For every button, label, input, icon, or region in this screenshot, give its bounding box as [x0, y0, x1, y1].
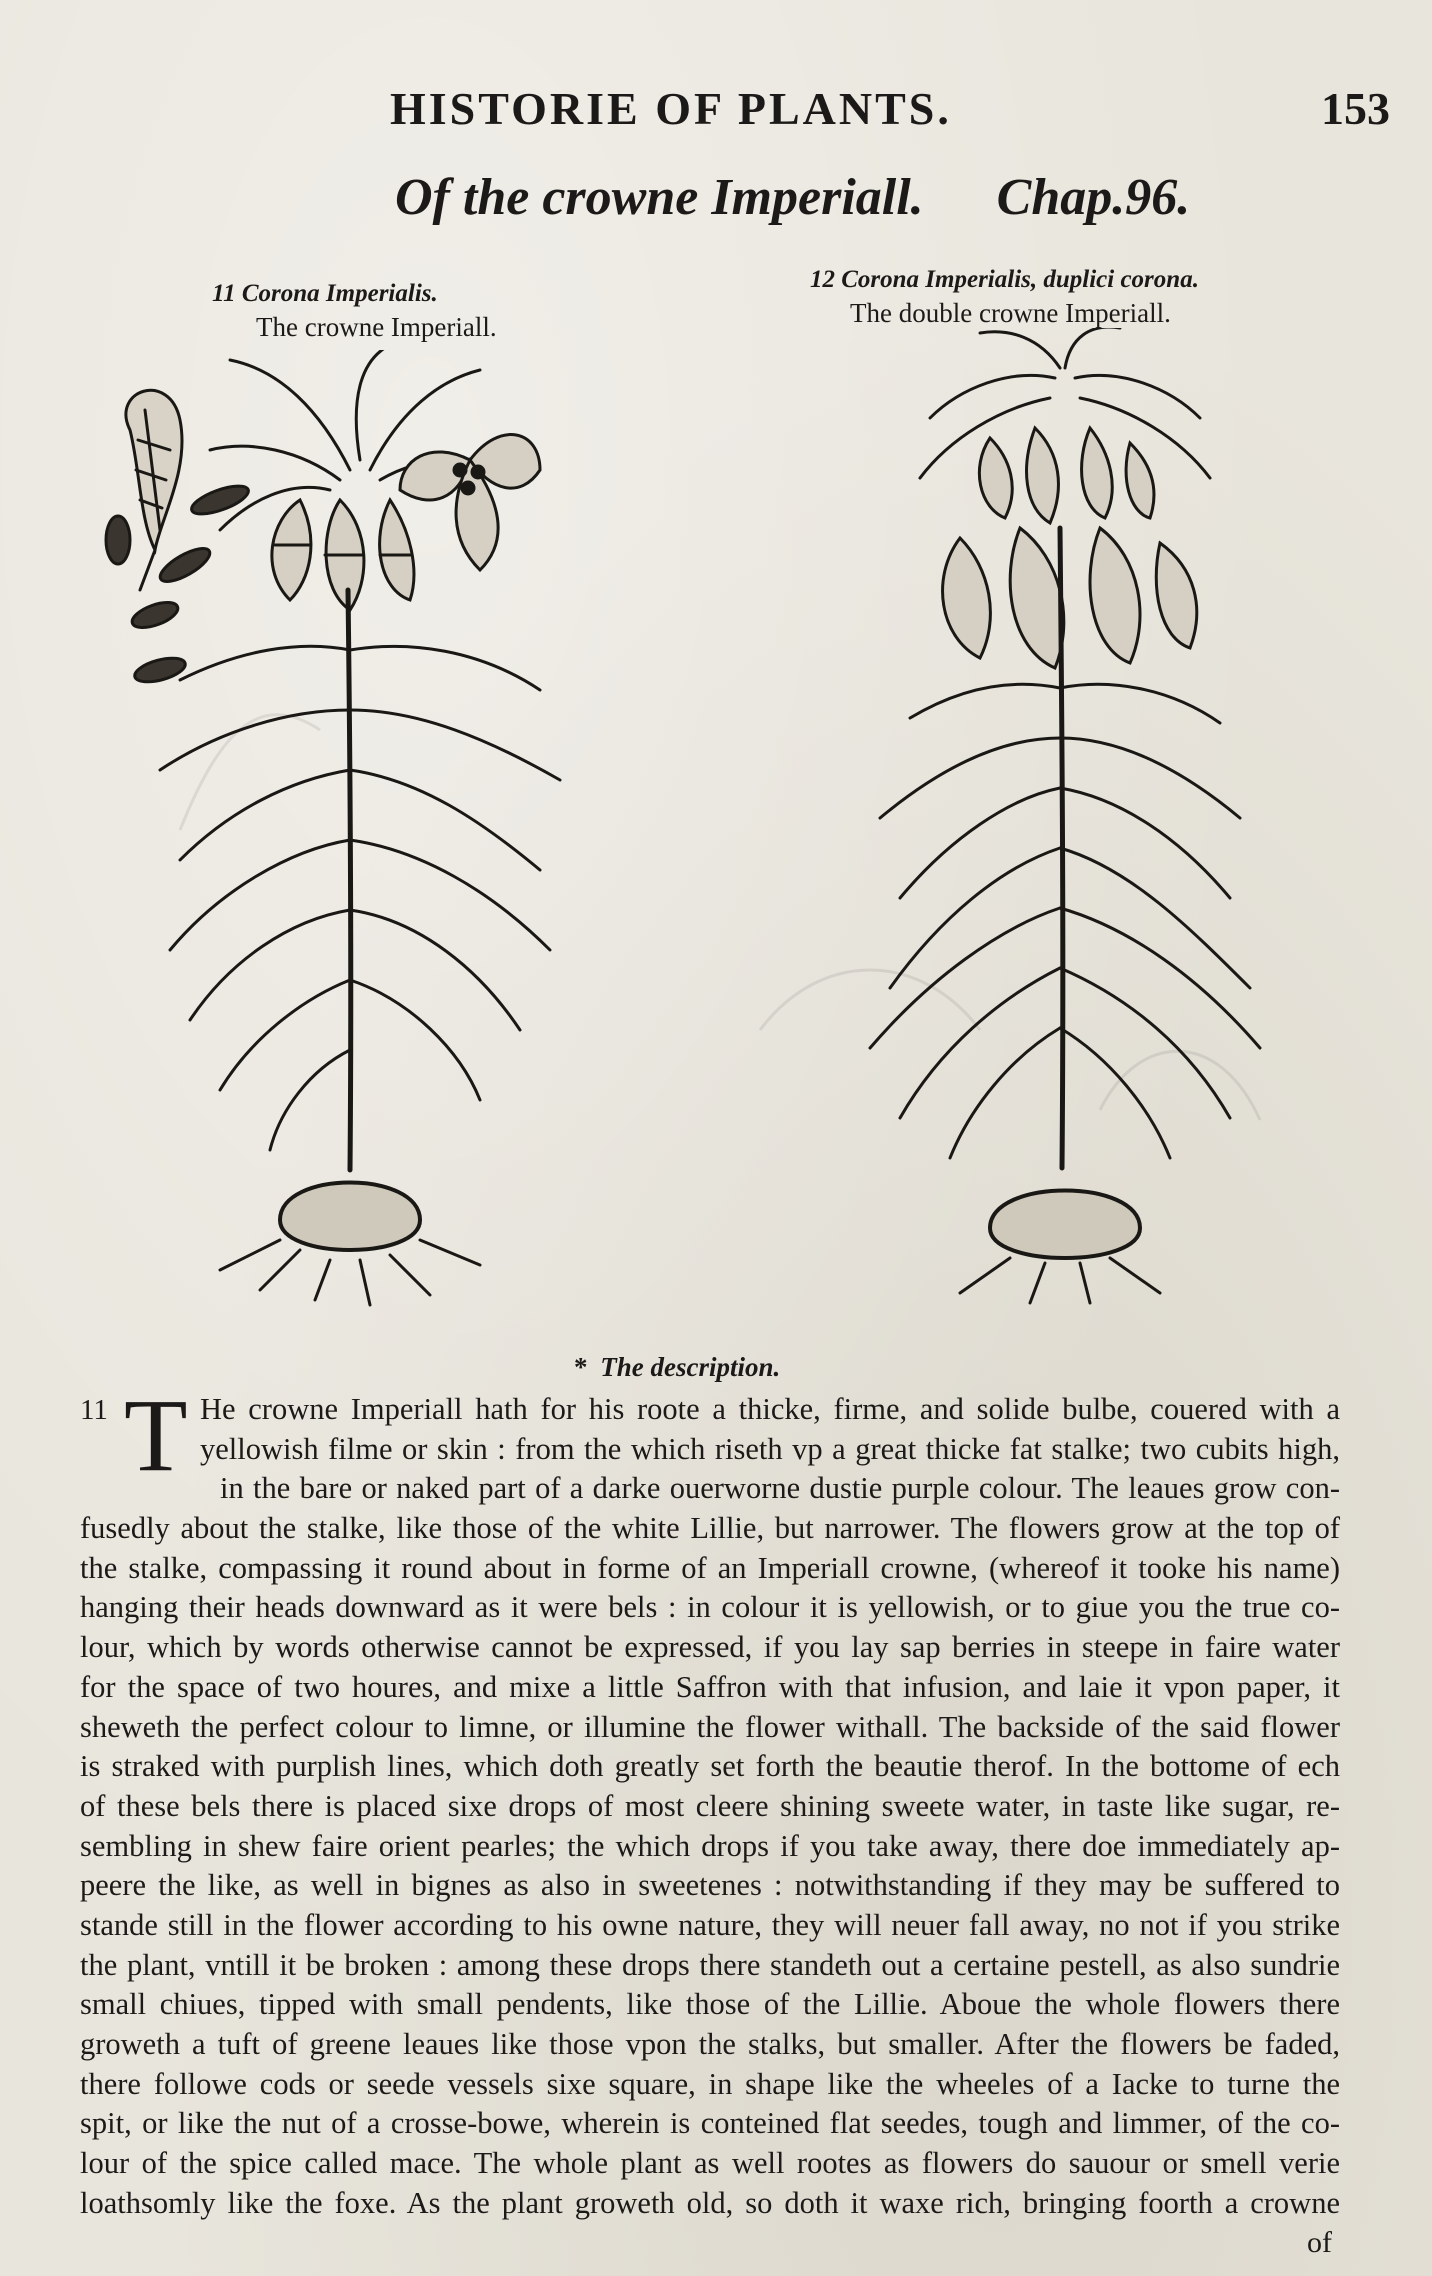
text-line: of these bels there is placed sixe drops of most cleere shining sweete water, in taste like sugar, re-	[80, 1788, 1340, 1823]
text-line: sheweth the perfect colour to limne, or illumine the flower withall. The backside of the said flower	[80, 1709, 1340, 1744]
text-lines	[80, 1390, 1340, 2223]
crowne-imperiall-woodcut	[100, 350, 660, 1310]
text-line: peere the like, as well in bignes as also in sweetenes : notwithstanding if they may be suffered to	[80, 1868, 1340, 1903]
chapter-heading	[395, 168, 1190, 227]
chapter-number: Chap.96.	[996, 169, 1191, 226]
plate-english-name: The crowne Imperiall.	[256, 312, 497, 342]
chapter-title: Of the crowne Imperiall.	[395, 169, 924, 226]
catchword: of	[1307, 2226, 1332, 2259]
text-line: fusedly about the stalke, like those of the white Lillie, but narrower. The flowers grow at the top of	[80, 1511, 1340, 1546]
text-line: there followe cods or seede vessels sixe square, in shape like the wheeles of a Iacke to turne the	[80, 2066, 1340, 2101]
text-line: He crowne Imperiall hath for his roote a thicke, firme, and solide bulbe, couered with a	[200, 1392, 1340, 1426]
text-line: sembling in shew faire orient pearles; the which drops if you take away, there doe immediately ap-	[80, 1828, 1340, 1863]
plate-latin-name: 11 Corona Imperialis.	[212, 280, 438, 307]
page-header	[330, 82, 1390, 142]
text-line: is straked with purplish lines, which doth greatly set forth the beautie therof. In the bottome of ech	[80, 1749, 1340, 1784]
text-line: yellowish filme or skin : from the which riseth vp a great thicke fat stalke; two cubits high,	[200, 1431, 1340, 1466]
text-line: stande still in the flower according to his owne nature, they will neuer fall away, no not if you strike	[80, 1907, 1340, 1942]
paragraph-number: 11	[80, 1394, 108, 1426]
plate-english-name: The double crowne Imperiall.	[850, 298, 1171, 328]
text-line: in the bare or naked part of a darke ouerworne dustie purple colour. The leaues grow con-	[220, 1471, 1340, 1506]
text-line: lour, which by words otherwise cannot be expressed, if you lay sap berries in steepe in faire water	[80, 1630, 1340, 1665]
text-line: spit, or like the nut of a crosse-bowe, wherein is conteined flat seedes, tough and limmer, of the co-	[80, 2106, 1340, 2141]
text-line: hanging their heads downward as it were bels : in colour it is yellowish, or to giue you the true co-	[80, 1590, 1340, 1625]
plate-latin-name: 12 Corona Imperialis, duplici corona.	[810, 266, 1199, 293]
text-line: lour of the spice called mace. The whole plant as well rootes as flowers do sauour or smell verie	[80, 2146, 1340, 2181]
double-crowne-imperiall-woodcut	[810, 328, 1310, 1308]
description-heading	[574, 1352, 780, 1383]
running-title: HISTORIE OF PLANTS.	[390, 83, 952, 134]
text-line: the stalke, compassing it round about in forme of an Imperiall crowne, (whereof it tooke his name)	[80, 1550, 1340, 1585]
drop-cap: T	[124, 1378, 188, 1493]
fleuron-icon: *	[574, 1352, 588, 1382]
description-title: The description.	[600, 1352, 781, 1382]
text-line: the plant, vntill it be broken : among these drops there standeth out a certaine pestell, as also sundrie	[80, 1947, 1340, 1982]
text-line: for the space of two houres, and mixe a little Saffron with that infusion, and laie it vpon paper, it	[80, 1669, 1340, 1704]
page-number: 153	[1321, 83, 1390, 134]
text-line: small chiues, tipped with small pendents, like those of the Lillie. Aboue the whole flowers there	[80, 1987, 1340, 2022]
text-line: loathsomly like the foxe. As the plant groweth old, so doth it waxe rich, bringing foorth a crowne	[80, 2185, 1340, 2220]
text-line: groweth a tuft of greene leaues like those vpon the stalks, but smaller. After the flowers be faded,	[80, 2027, 1340, 2061]
